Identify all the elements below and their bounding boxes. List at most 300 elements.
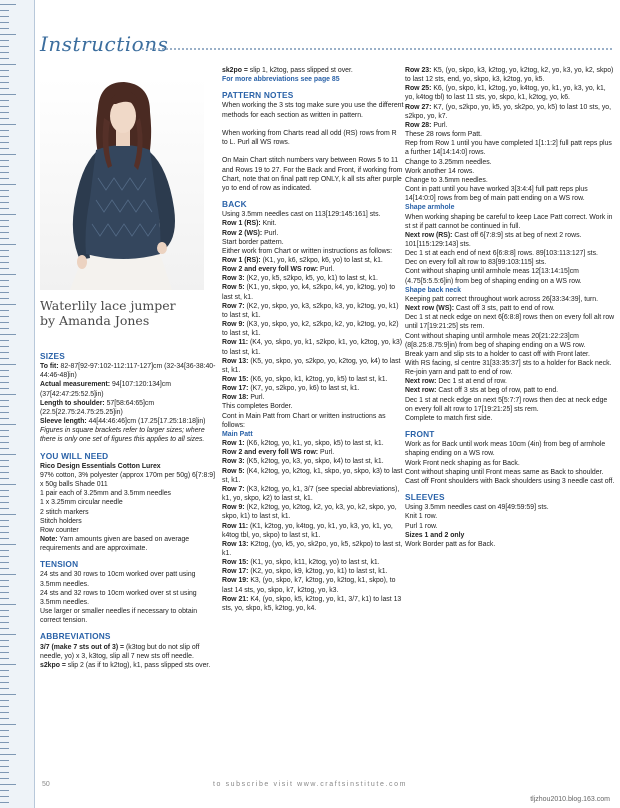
- page-number: 50: [42, 781, 50, 788]
- ruler-tick: [0, 40, 9, 41]
- ruler-tick: [0, 574, 16, 575]
- ruler-tick: [0, 706, 9, 707]
- abbreviation-3-7: [40, 643, 216, 661]
- sleeves-text: Using 3.5mm needles cast on 49[49:59:59] sts. Knit 1 row. Purl 1 row.: [405, 504, 549, 530]
- to-fit: [40, 362, 216, 380]
- actual-label: Actual measurement:: [40, 381, 111, 389]
- ruler-tick: [0, 616, 9, 617]
- ruler-tick: [0, 454, 16, 455]
- row-label: Row 11:: [222, 522, 249, 530]
- yarn-note: [40, 535, 216, 553]
- page-title: Instructions: [40, 32, 169, 56]
- pattern-notes-heading: PATTERN NOTES: [222, 90, 294, 101]
- pattern-row: [222, 412, 404, 430]
- ruler-tick: [0, 208, 9, 209]
- row-text: K4, (yo, skpo, k5, k2tog, yo, k1, 3/7, k1) to last 13 sts, yo, skpo, k5, k2tog, yo, k4.: [222, 595, 404, 612]
- row-label: Row 19:: [222, 577, 249, 585]
- ruler-tick: [0, 520, 9, 521]
- ruler-tick: [0, 748, 9, 749]
- row-text: (K6, k2tog, yo, k1, yo, skpo, k5) to last st, k1.: [244, 440, 384, 448]
- sizes-1-2-label-text: Sizes 1 and 2 only: [405, 531, 465, 539]
- ruler-tick: [0, 346, 9, 347]
- lace-jumper: [86, 145, 161, 259]
- ruler-tick: [0, 682, 9, 683]
- row-label: Row 17:: [222, 385, 249, 393]
- patt-repeat-text: These 28 rows form Patt. Rep from Row 1 until you have completed 1[1:1:2] full patt reps plus a further 14[14:14:0] rows. Change to 3.25mm needles. Work another 14 rows. Change to 3.5mm needles. Cont in patt until you have worked 3[3:4:4] full patt reps plus 14[14:0:0] rows from beg of main patt ending on a WS row.: [405, 131, 612, 203]
- column-3: [405, 66, 615, 549]
- ruler-tick: [0, 136, 9, 137]
- ruler-tick: [0, 88, 9, 89]
- ruler-tick: [0, 592, 9, 593]
- row-label: Row 2 (WS):: [222, 229, 263, 237]
- ruler-tick: [0, 10, 9, 11]
- ruler-tick: [0, 352, 9, 353]
- ruler-tick: [0, 544, 16, 545]
- pattern-row: [222, 265, 404, 274]
- ruler-tick: [0, 310, 9, 311]
- ruler-tick: [0, 658, 9, 659]
- ruler-tick: [0, 64, 16, 65]
- ruler-tick: [0, 292, 9, 293]
- row-label: Row 1 (RS):: [222, 220, 261, 228]
- pattern-row: [222, 247, 404, 256]
- sleeve-length: [40, 417, 216, 426]
- ruler-tick: [0, 562, 9, 563]
- ruler-tick: [0, 76, 9, 77]
- row-label: Row 17:: [222, 568, 249, 576]
- armhole-text: When working shaping be careful to keep Lace Patt correct. Work in st st if patt cannot be continued in full.: [405, 213, 615, 230]
- row-text: K3, (yo, skpo, k7, k2tog, yo, k2tog, k1, skpo), to last 14 sts, yo, skpo, k7, k2tog, yo, k3.: [222, 577, 398, 594]
- armhole-next-row: [405, 231, 615, 249]
- ruler-tick: [0, 166, 9, 167]
- ruler-tick: [0, 370, 9, 371]
- back-neck-next-label: Next row (WS):: [405, 305, 454, 313]
- sizes-heading: SIZES: [40, 351, 65, 361]
- ruler-tick: [0, 220, 9, 221]
- ruler-tick: [0, 760, 9, 761]
- ruler-tick: [0, 496, 9, 497]
- pattern-row: [222, 393, 404, 402]
- row-text: (K2, k2tog, yo, k2tog, k2, yo, k3, yo, k2, skpo, yo, skpo, k1) to last st, k1.: [222, 504, 399, 521]
- ruler-tick: [0, 298, 9, 299]
- pattern-row: [222, 283, 404, 301]
- ruler-tick: [0, 736, 9, 737]
- pattern-row: [405, 66, 615, 84]
- shape-armhole-heading: Shape armhole: [405, 204, 455, 212]
- pattern-row: [222, 256, 404, 265]
- row-text: Knit.: [260, 220, 277, 228]
- row-label: Row 21:: [222, 595, 249, 603]
- row-label: Row 7:: [222, 485, 245, 493]
- abbr-sk2po-label: sk2po =: [222, 67, 248, 74]
- ruler-tick: [0, 430, 9, 431]
- face: [110, 99, 136, 133]
- row-label: Row 28:: [405, 121, 432, 129]
- row-text: (K4, yo, skpo, yo, k1, s2kpo, k1, yo, k2tog, yo, k3) to last st, k1.: [222, 339, 404, 356]
- pattern-row: [222, 357, 404, 375]
- row-text: K2tog, (yo, k5, yo, sk2po, yo, k5, s2kpo) to last st, k1.: [222, 540, 405, 557]
- row-text: This completes Border.: [222, 403, 293, 411]
- ruler-tick: [0, 664, 16, 665]
- ruler-tick: [0, 730, 9, 731]
- main-patt-rows-cont: [405, 66, 615, 130]
- ruler-tick: [0, 172, 9, 173]
- ruler-tick: [0, 118, 9, 119]
- row-text: (K5, yo, skpo, yo, s2kpo, yo, k2tog, yo, k4) to last st, k1.: [222, 357, 403, 374]
- ruler-tick: [0, 130, 9, 131]
- pattern-row: [222, 238, 404, 247]
- pattern-row: [222, 567, 404, 576]
- ruler-tick: [0, 250, 9, 251]
- ruler-tick: [0, 670, 9, 671]
- subscribe-footer: to subscribe visit www.craftsinstitute.com: [212, 781, 408, 788]
- ruler-tick: [0, 382, 9, 383]
- pattern-caption: [40, 298, 204, 328]
- row-text: Purl.: [248, 394, 265, 402]
- ruler-tick: [0, 514, 16, 515]
- pattern-row: [222, 595, 404, 613]
- row-text: Either work from Chart or written instructions as follows:: [222, 247, 393, 255]
- page-edge-ruler: [0, 0, 35, 808]
- ruler-tick: [0, 796, 9, 797]
- ruler-tick: [0, 280, 9, 281]
- ruler-tick: [0, 724, 16, 725]
- row-text: (K1, yo, skpo, k11, k2tog, yo) to last st, k1.: [248, 559, 380, 567]
- ruler-tick: [0, 526, 9, 527]
- row-text: (K2, yo, skpo, k9, k2tog, yo, k1) to last st, k1.: [248, 568, 388, 576]
- model-photo: [40, 78, 204, 290]
- ruler-tick: [0, 376, 9, 377]
- ruler-tick: [0, 466, 9, 467]
- next-row-2: [405, 386, 615, 395]
- row-label: Row 1 (RS):: [222, 256, 261, 264]
- row-label: Row 7:: [222, 302, 245, 310]
- ruler-tick: [0, 178, 9, 179]
- ruler-tick: [0, 364, 16, 365]
- ruler-tick: [0, 160, 9, 161]
- ruler-tick: [0, 802, 9, 803]
- ruler-tick: [0, 238, 9, 239]
- row-label: Row 3:: [222, 275, 245, 283]
- row-text: Cont in Main Patt from Chart or written instructions as follows:: [222, 412, 388, 429]
- row-label: Row 11:: [222, 339, 249, 347]
- back-neck-next-row: [405, 304, 615, 313]
- pattern-row: [405, 84, 615, 102]
- ruler-tick: [0, 718, 9, 719]
- ruler-tick: [0, 712, 9, 713]
- ruler-tick: [0, 502, 9, 503]
- pattern-row: [222, 503, 404, 521]
- back-neck-text-2: Dec 1 st at neck edge on next 6[6:8:8] rows then on every foll alt row until 17[19:21:25] sts rem. Cont without shaping until armhole meas 20[21:22:23]cm (8[8.25:8.75:9]in) from beg of shaping ending on a WS row. Break yarn and slip sts to a holder to cast off with Front later. With RS facing, sl centre 31[33:35:37] sts to a holder for Back neck. Re-join yarn and patt to end of row.: [405, 314, 615, 377]
- pattern-row: [222, 448, 404, 457]
- ruler-tick: [0, 322, 9, 323]
- abbr-3-7-value: (k3tog but do not slip off needle, yo) x 3, k3tog, slip all 7 new sts off needle.: [40, 643, 202, 660]
- ruler-tick: [0, 490, 9, 491]
- ruler-tick: [0, 742, 9, 743]
- pattern-row: [222, 522, 404, 540]
- pattern-row: [222, 558, 404, 567]
- ruler-tick: [0, 316, 9, 317]
- row-text: (K7, yo, s2kpo, yo, k6) to last st, k1.: [248, 385, 360, 393]
- ruler-tick: [0, 448, 9, 449]
- ruler-tick: [0, 406, 9, 407]
- actual-measurement: [40, 380, 216, 398]
- ruler-tick: [0, 70, 9, 71]
- main-patt-heading: Main Patt: [222, 430, 253, 438]
- ruler-tick: [0, 442, 9, 443]
- row-text: (K3, yo, skpo, yo, k2, s2kpo, k2, yo, k2tog, yo, k2) to last st, k1.: [222, 321, 401, 338]
- abbr-3-7-label: 3/7 (make 7 sts out of 3) =: [40, 643, 125, 651]
- shape-back-neck-heading: Shape back neck: [405, 286, 461, 294]
- row-text: (K1, yo, skpo, yo, k4, s2kpo, k4, yo, k2tog, yo) to last st, k1.: [222, 284, 398, 301]
- ruler-tick: [0, 112, 9, 113]
- row-label: Row 15:: [222, 559, 249, 567]
- row-text: (K4, k2tog, yo, k2tog, k1, skpo, yo, skpo, k3) to last st, k1.: [222, 467, 405, 484]
- ruler-tick: [0, 508, 9, 509]
- pattern-row: [222, 540, 404, 558]
- ruler-tick: [0, 58, 9, 59]
- row-text: (K3, k2tog, yo, k1, 3/7 (see special abbreviations), k1, yo, skpo, k2) to last st, k1.: [222, 485, 402, 503]
- abbr-s2kpo-value: slip 2 (as if to k2tog), k1, pass slipped sts over.: [65, 661, 211, 669]
- row-text: K6, (yo, skpo, k1, k2tog, yo, k4tog, yo, k1, yo, k3, yo, k1, yo, k4tog tbl) to last 11 sts, yo, skpo, k1, k2tog, yo, k6.: [405, 85, 608, 102]
- ruler-tick: [0, 478, 9, 479]
- ruler-tick: [0, 538, 9, 539]
- back-neck-next-value: Cast off 3 sts, patt to end of row.: [454, 305, 555, 313]
- abbreviations-heading: ABBREVIATIONS: [40, 631, 111, 642]
- tension-text: 24 sts and 30 rows to 10cm worked over patt using 3.5mm needles. 24 sts and 32 rows to 10cm worked over st st using 3.5mm needles. Use larger or smaller needles if necessary to obtain correct tension.: [40, 571, 198, 625]
- row-label: Row 9:: [222, 504, 245, 512]
- row-label: Row 18:: [222, 394, 249, 402]
- sizes-note: Figures in square brackets refer to larger sizes; where there is only one set of figures this applies to all sizes.: [40, 427, 207, 444]
- ruler-tick: [0, 214, 16, 215]
- pattern-row: [222, 457, 404, 466]
- ruler-tick: [0, 106, 9, 107]
- next-row-1-label: Next row:: [405, 378, 437, 386]
- ruler-tick: [0, 46, 9, 47]
- ruler-tick: [0, 334, 16, 335]
- abbr-sk2po-value: slip 1, k2tog, pass slipped st over.: [247, 67, 353, 74]
- pattern-row: [222, 229, 404, 238]
- ruler-tick: [0, 460, 9, 461]
- column-1: [40, 345, 216, 670]
- abbreviation-sk2po: [222, 66, 404, 75]
- sizes-1-2-text: Work Border patt as for Back.: [405, 540, 496, 548]
- armhole-next-label: Next row (RS):: [405, 231, 453, 239]
- row-label: Row 27:: [405, 103, 432, 111]
- row-text: (K2, yo, k5, s2kpo, k5, yo, k1) to last st, k1.: [244, 275, 378, 283]
- to-fit-label: To fit:: [40, 363, 59, 371]
- ruler-tick: [0, 4, 16, 5]
- row-text: Purl.: [431, 121, 448, 129]
- ruler-tick: [0, 100, 9, 101]
- row-label: Row 13:: [222, 540, 249, 548]
- row-label: Row 5:: [222, 284, 245, 292]
- row-text: Purl.: [318, 449, 335, 457]
- back-neck-text-3: Dec 1 st at neck edge on next 5[5:7:7] rows then dec at neck edge on every foll alt row to 17[19:21:25] sts rem. Complete to match first side.: [405, 396, 608, 422]
- next-row-1: [405, 377, 615, 386]
- pattern-row: [222, 384, 404, 393]
- ruler-tick: [0, 436, 9, 437]
- row-label: Row 25:: [405, 85, 432, 93]
- length-value: 57[58:64:65]cm (22.5[22.75:24.75:25.25]in): [40, 399, 157, 416]
- sleeves-heading: SLEEVES: [405, 492, 445, 503]
- ruler-tick: [0, 34, 16, 35]
- pattern-row: [222, 439, 404, 448]
- pattern-row: [405, 121, 615, 130]
- ruler-tick: [0, 226, 9, 227]
- ruler-tick: [0, 772, 9, 773]
- ruler-tick: [0, 778, 9, 779]
- note-label: Note:: [40, 535, 58, 543]
- ruler-tick: [0, 598, 9, 599]
- pattern-row: [222, 302, 404, 320]
- ruler-tick: [0, 604, 16, 605]
- ruler-tick: [0, 676, 9, 677]
- ruler-tick: [0, 472, 9, 473]
- ruler-tick: [0, 358, 9, 359]
- yarn-description: 97% cotton, 3% polyester (approx 170m per 50g) 6[7:8:9] x 50g balls Shade 011: [40, 471, 217, 489]
- ruler-tick: [0, 568, 9, 569]
- ruler-tick: [0, 124, 16, 125]
- front-text: Work as for Back until work meas 10cm (4in) from beg of armhole shaping ending on a WS row. Work Front neck shaping as for Back. Cont without shaping until Front meas same as Back to shoulder. Cast off Front shoulders with Back shoulders using 3 needle cast off.: [405, 441, 615, 485]
- row-text: (K5, k2tog, yo, k3, yo, skpo, k4) to last st, k1.: [244, 458, 384, 466]
- ruler-tick: [0, 412, 9, 413]
- abbreviation-s2kpo: [40, 661, 216, 670]
- note-value: Yarn amounts given are based on average requirements and are approximate.: [40, 535, 192, 553]
- ruler-tick: [0, 424, 16, 425]
- abbr-s2kpo-label: s2kpo =: [40, 661, 66, 669]
- sizes-1-2-label: [405, 531, 615, 540]
- ruler-tick: [0, 418, 9, 419]
- pattern-row: [222, 402, 404, 411]
- ruler-tick: [0, 550, 9, 551]
- ruler-tick: [0, 532, 9, 533]
- back-intro: Using 3.5mm needles cast on 113[129:145:161] sts.: [222, 211, 381, 219]
- yarn-name-text: Rico Design Essentials Cotton Lurex: [40, 462, 161, 470]
- yarn-name: [40, 462, 216, 471]
- caption-designer: by Amanda Jones: [40, 313, 150, 328]
- row-label: Row 9:: [222, 321, 245, 329]
- row-text: (K1, yo, k6, s2kpo, k6, yo) to last st, k1.: [260, 256, 383, 264]
- more-abbreviations-link: For more abbreviations see page 85: [222, 76, 340, 84]
- ruler-tick: [0, 610, 9, 611]
- row-label: Row 15:: [222, 376, 249, 383]
- title-dotted-rule: [142, 48, 612, 50]
- ruler-tick: [0, 328, 9, 329]
- row-label: Row 23:: [405, 67, 432, 74]
- back-heading: BACK: [222, 199, 247, 210]
- pattern-row: [222, 467, 404, 485]
- pattern-row: [222, 576, 404, 594]
- ruler-tick: [0, 244, 16, 245]
- ruler-tick: [0, 142, 9, 143]
- ruler-tick: [0, 634, 16, 635]
- ruler-tick: [0, 400, 9, 401]
- row-text: (K6, yo, skpo, k1, k2tog, yo, k5) to last st, k1.: [248, 376, 388, 383]
- ruler-tick: [0, 94, 16, 95]
- pattern-row: [222, 338, 404, 356]
- caption-title: Waterlily lace jumper: [40, 298, 176, 313]
- ruler-tick: [0, 274, 16, 275]
- armhole-next-value: Cast off 6[7:8:9] sts at beg of next 2 rows. 101[115:129:143] sts.: [405, 231, 584, 248]
- ruler-tick: [0, 154, 16, 155]
- pattern-row: [405, 103, 615, 121]
- pattern-row: [222, 485, 404, 503]
- ruler-tick: [0, 700, 9, 701]
- materials-list: 1 pair each of 3.25mm and 3.5mm needles 1 x 3.25mm circular needle 2 stitch markers Stitch holders Row counter: [40, 490, 171, 534]
- ruler-tick: [0, 304, 16, 305]
- ruler-tick: [0, 82, 9, 83]
- border-rows: [222, 219, 404, 430]
- ruler-tick: [0, 694, 16, 695]
- ruler-tick: [0, 256, 9, 257]
- length-to-shoulder: [40, 399, 216, 417]
- pattern-row: [222, 274, 404, 283]
- ruler-tick: [0, 754, 16, 755]
- row-text: K5, (yo, skpo, k3, k2tog, yo, k2tog, k2, yo, k3, yo, k2, skpo) to last 12 sts, end, yo, skpo, k3, k2tog, yo, k5.: [405, 67, 616, 84]
- ruler-tick: [0, 202, 9, 203]
- back-neck-text: Keeping patt correct throughout work across 26[33:34:39], turn.: [405, 295, 599, 303]
- ruler-tick: [0, 652, 9, 653]
- row-label: Row 2 and every foll WS row:: [222, 266, 319, 274]
- ruler-tick: [0, 586, 9, 587]
- sleeve-label: Sleeve length:: [40, 418, 87, 426]
- ruler-tick: [0, 640, 9, 641]
- next-row-2-label: Next row:: [405, 387, 437, 395]
- sleeve-value: 44[44:46:46]cm (17.25[17.25:18:18]in): [86, 418, 206, 426]
- ruler-tick: [0, 262, 9, 263]
- ruler-tick: [0, 556, 9, 557]
- to-fit-value: 82-87[92-97:102-112:117-127]cm (32-34[36-38:40-44:46-48]in): [40, 363, 216, 380]
- pattern-row: [222, 375, 404, 384]
- front-heading: FRONT: [405, 429, 435, 440]
- ruler-tick: [0, 268, 9, 269]
- ruler-tick: [0, 628, 9, 629]
- ruler-tick: [0, 22, 9, 23]
- ruler-tick: [0, 196, 9, 197]
- ruler-tick: [0, 394, 16, 395]
- ruler-tick: [0, 52, 9, 53]
- row-label: Row 1:: [222, 440, 245, 448]
- ruler-tick: [0, 484, 16, 485]
- row-label: Row 5:: [222, 467, 245, 475]
- ruler-tick: [0, 148, 9, 149]
- ruler-tick: [0, 28, 9, 29]
- pattern-row: [222, 219, 404, 228]
- tension-heading: TENSION: [40, 559, 79, 570]
- length-label: Length to shoulder:: [40, 399, 105, 407]
- ruler-tick: [0, 286, 9, 287]
- row-text: (K1, k2tog, yo, k4tog, yo, k1, yo, k3, yo, k1, yo, k4tog tbl, yo, skpo) to last st, k1.: [222, 522, 395, 539]
- main-patt-rows: [222, 439, 404, 613]
- next-row-1-value: Dec 1 st at end of row.: [436, 378, 507, 386]
- next-row-2-value: Cast off 3 sts at beg of row, patt to end.: [436, 387, 559, 395]
- ruler-tick: [0, 388, 9, 389]
- armhole-text-2: Dec 1 st at each end of next 6[6:8:8] rows. 89[103:113:127] sts. Dec on every foll alt row to 83[99:103:115] sts. Cont without shaping until armhole meas 12[13:14:15]cm (4.75[5:5.5:6]in) from beg of shaping ending on a WS row.: [405, 250, 598, 285]
- row-label: Row 2 and every foll WS row:: [222, 449, 319, 457]
- ruler-tick: [0, 688, 9, 689]
- pattern-notes-text: When working the 3 sts tog make sure you use the different methods for each section as written in pattern. When working from Charts read all odd (RS) rows from R to L. Purl all WS rows. On Main Chart stitch numbers vary between Rows 5 to 11 and Rows 19 to 27. For the Back and Front, if working from Chart, note that on final patt rep ONLY, k all sts after purple yo to end of row as indicated.: [222, 102, 404, 192]
- row-text: Purl.: [262, 229, 279, 237]
- pattern-row: [222, 320, 404, 338]
- row-label: Row 13:: [222, 357, 249, 365]
- ruler-tick: [0, 622, 9, 623]
- ruler-tick: [0, 646, 9, 647]
- row-label: Row 3:: [222, 458, 245, 466]
- row-text: Start border pattern.: [222, 238, 284, 246]
- ruler-tick: [0, 190, 9, 191]
- you-will-need-heading: YOU WILL NEED: [40, 450, 109, 461]
